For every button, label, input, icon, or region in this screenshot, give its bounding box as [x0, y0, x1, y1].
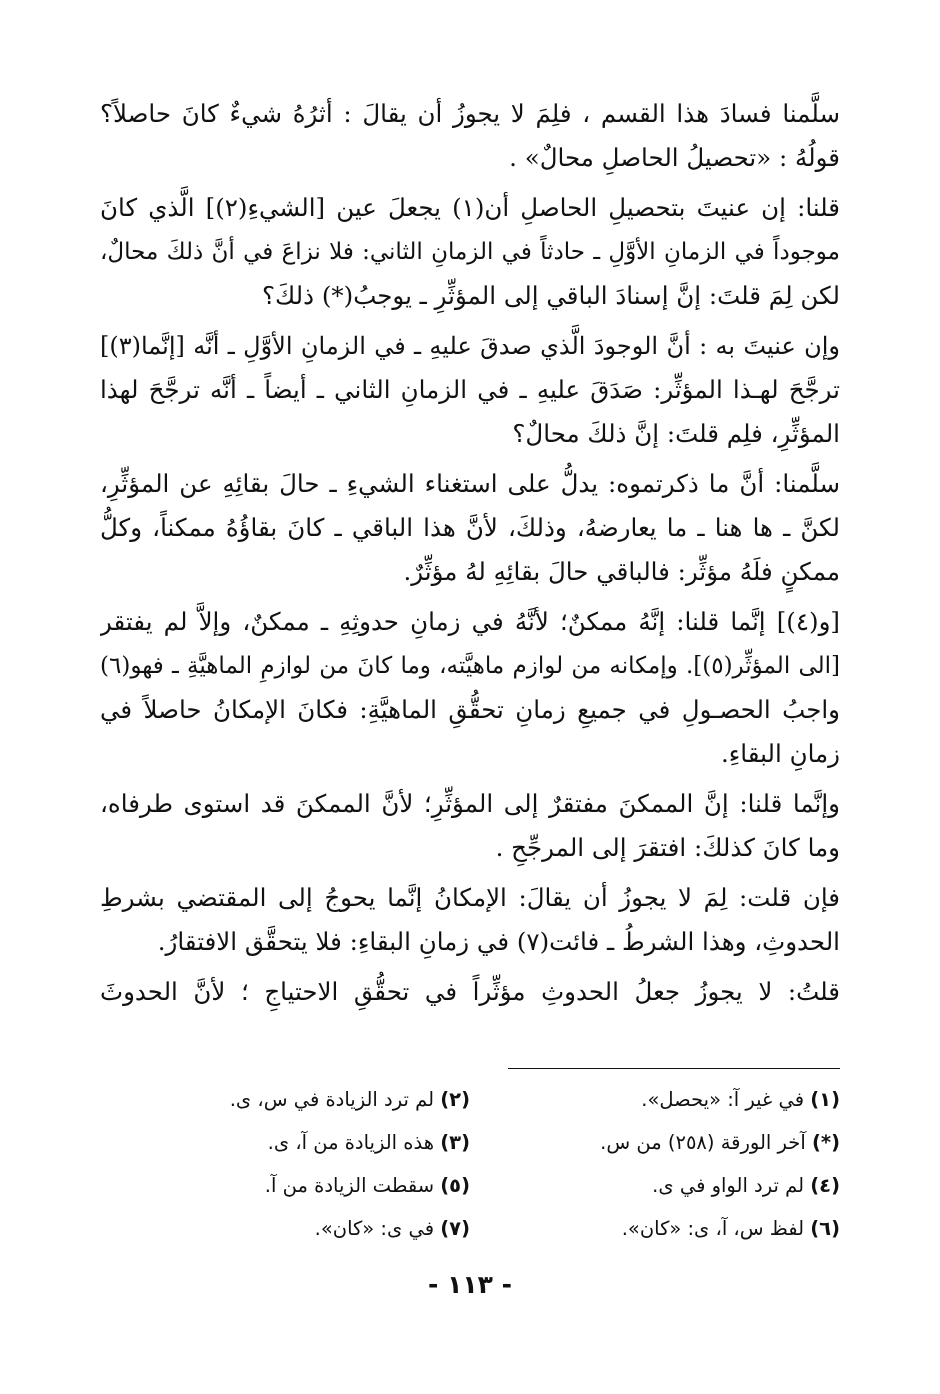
text-line: وإن عنيتَ به : أنَّ الوجودَ الَّذي صدقَ عليهِ ـ في الزمانِ الأوَّلِ ـ أنَّه [إنَّما(٣)] [100, 332, 840, 360]
footnote-6: (٦) لفظ س، آ، ى: «كان». [621, 1217, 840, 1240]
footnote-row [100, 1164, 840, 1207]
text-line: ممكنٍ فلَهُ مؤثِّر: فالباقي حالَ بقائِهِ لهُ مؤثِّرٌ. [403, 557, 840, 586]
footnotes [100, 1078, 840, 1250]
footnote-1: (١) في غير آ: «يحصل». [641, 1088, 840, 1111]
text-line: [و(٤)] إنَّما قلنا: إنَّهُ ممكنٌ؛ لأنَّهُ في زمانِ حدوثِهِ ـ ممكنٌ، وإلاَّ لم يفتقر [100, 607, 840, 636]
text-line: المؤثِّرِ، فلِم قلتَ: إنَّ ذلكَ محالٌ؟ [512, 419, 840, 448]
paragraph-5 [100, 600, 840, 776]
paragraph-3 [100, 324, 840, 456]
text-line: قولُهُ : «تحصيلُ الحاصلِ محالٌ» . [509, 143, 840, 172]
text-line: لكنَّ ـ ها هنا ـ ما يعارضهُ، وذلكَ، لأنَّ هذا الباقي ـ كانَ بقاؤُهُ ممكناً، وكلُّ [100, 513, 840, 542]
footnote-7: (٧) في ى: «كان». [314, 1217, 470, 1240]
text-line: قلنا: إن عنيتَ بتحصيلِ الحاصلِ أن(١) يجعلَ عين [الشيءِ(٢)] الَّذي كانَ [100, 193, 840, 222]
text-line: ترجَّحَ لهـذا المؤثِّر: صَدَقَ عليهِ ـ في الزمانِ الثاني ـ أيضاً ـ أنَّه ترجَّحَ لهذا [100, 375, 840, 404]
text-line: لكن لِمَ قلتَ: إنَّ إسنادَ الباقي إلى المؤثِّرِ ـ يوجبُ(*) ذلكَ؟ [262, 281, 840, 310]
footnote-row [100, 1207, 840, 1250]
footnote-3: (٣) هذه الزيادة من آ، ى. [267, 1131, 470, 1154]
paragraph-4 [100, 462, 840, 594]
footnote-4: (٤) لم ترد الواو في ى. [652, 1174, 840, 1197]
text-line: سلَّمنا فسادَ هذا القسم ، فلِمَ لا يجوزُ أن يقالَ : أثرُهُ شيءٌ كانَ حاصلاً؟ [100, 99, 840, 128]
paragraph-6 [100, 782, 840, 870]
paragraph-7 [100, 876, 840, 964]
text-line: الحدوثِ، وهذا الشرطُ ـ فائت(٧) في زمانِ البقاءِ: فلا يتحقَّق الافتقارُ. [157, 927, 840, 956]
text-line: [الى المؤثِّر(٥)]. وإمكانه من لوازم ماهيَّته، وما كانَ من لوازمِ الماهيَّةِ ـ فهو(٦) [100, 653, 840, 679]
text-line: سلَّمنا: أنَّ ما ذكرتموه: يدلُّ على استغناء الشيءِ ـ حالَ بقائِهِ عن المؤثِّرِ، [100, 469, 840, 498]
footnote-row [100, 1121, 840, 1164]
paragraph-2 [100, 186, 840, 318]
paragraph-8 [100, 970, 840, 1014]
text-line: زمانِ البقاءِ. [720, 739, 840, 768]
footnote-divider [508, 1068, 840, 1069]
text-line: وإنَّما قلنا: إنَّ الممكنَ مفتقرٌ إلى المؤثِّرِ؛ لأنَّ الممكنَ قد استوى طرفاه، [100, 789, 840, 818]
text-line: وما كانَ كذلكَ: افتقرَ إلى المرجِّحِ . [495, 833, 840, 862]
text-line: فإن قلت: لِمَ لا يجوزُ أن يقالَ: الإمكانُ إنَّما يحوجُ إلى المقتضي بشرطِ [100, 883, 840, 912]
main-text [100, 92, 840, 1014]
text-line: قلتُ: لا يجوزُ جعلُ الحدوثِ مؤثِّراً في تحقُّقِ الاحتياجِ ؛ لأنَّ الحدوثَ [100, 977, 840, 1006]
footnote-5: (٥) سقطت الزيادة من آ. [264, 1174, 470, 1197]
page-number: - ١١٣ - [428, 1270, 512, 1299]
text-line: واجبُ الحصـولِ في جميعِ زمانِ تحقُّقِ الماهيَّةِ: فكانَ الإمكانُ حاصلاً في [100, 695, 840, 724]
footnote-2: (٢) لم ترد الزيادة في س، ى. [229, 1088, 470, 1111]
paragraph-1 [100, 92, 840, 180]
footnote-star: (*) آخر الورقة (٢٥٨) من س. [600, 1131, 840, 1154]
footnote-row [100, 1078, 840, 1121]
text-line: موجوداً في الزمانِ الأوَّلِ ـ حادثاً في الزمانِ الثاني: فلا نزاعَ في أنَّ ذلكَ محالٌ، [100, 239, 840, 265]
